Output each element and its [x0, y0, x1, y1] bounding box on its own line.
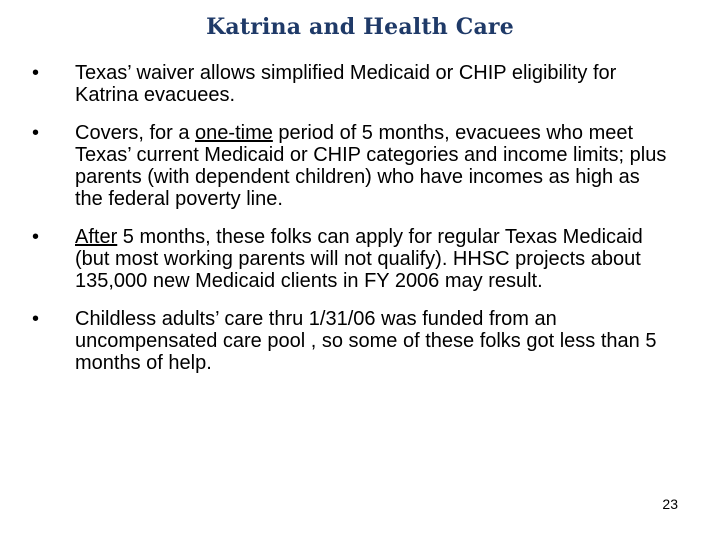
page-number: 23: [662, 496, 678, 512]
bullet-item-waiver: [30, 62, 670, 106]
bullet-item-childless-adults: [30, 308, 670, 374]
bullet-item-after-period: [30, 226, 670, 292]
bullet-dot-icon: •: [32, 226, 40, 248]
bullet-text-before: Covers, for a: [75, 122, 196, 144]
bullet-list: [30, 62, 670, 390]
bullet-text: Childless adults’ care thru 1/31/06 was funded from an uncompensated care pool , so some of these folks got less than 5 months of help.: [75, 308, 657, 374]
bullet-text: Texas’ waiver allows simplified Medicaid or CHIP eligibility for Katrina evacuees.: [75, 62, 617, 106]
bullet-text-after: 5 months, these folks can apply for regular Texas Medicaid (but most working parents will not qualify). HHSC projects about 135,000 new Medicaid clients in FY 2006 may result.: [75, 226, 643, 292]
bullet-dot-icon: •: [32, 308, 40, 330]
underlined-term: one-time: [195, 122, 273, 144]
bullet-text-after: period of 5 months, evacuees who meet Texas’ current Medicaid or CHIP categories and income limits; plus parents (with dependent children) who have incomes as high as the federal poverty line.: [75, 122, 667, 210]
underlined-term: After: [75, 226, 118, 248]
bullet-dot-icon: •: [32, 62, 40, 84]
slide-title: Katrina and Health Care: [206, 14, 514, 40]
bullet-dot-icon: •: [32, 122, 40, 144]
bullet-item-coverage: [30, 122, 670, 210]
